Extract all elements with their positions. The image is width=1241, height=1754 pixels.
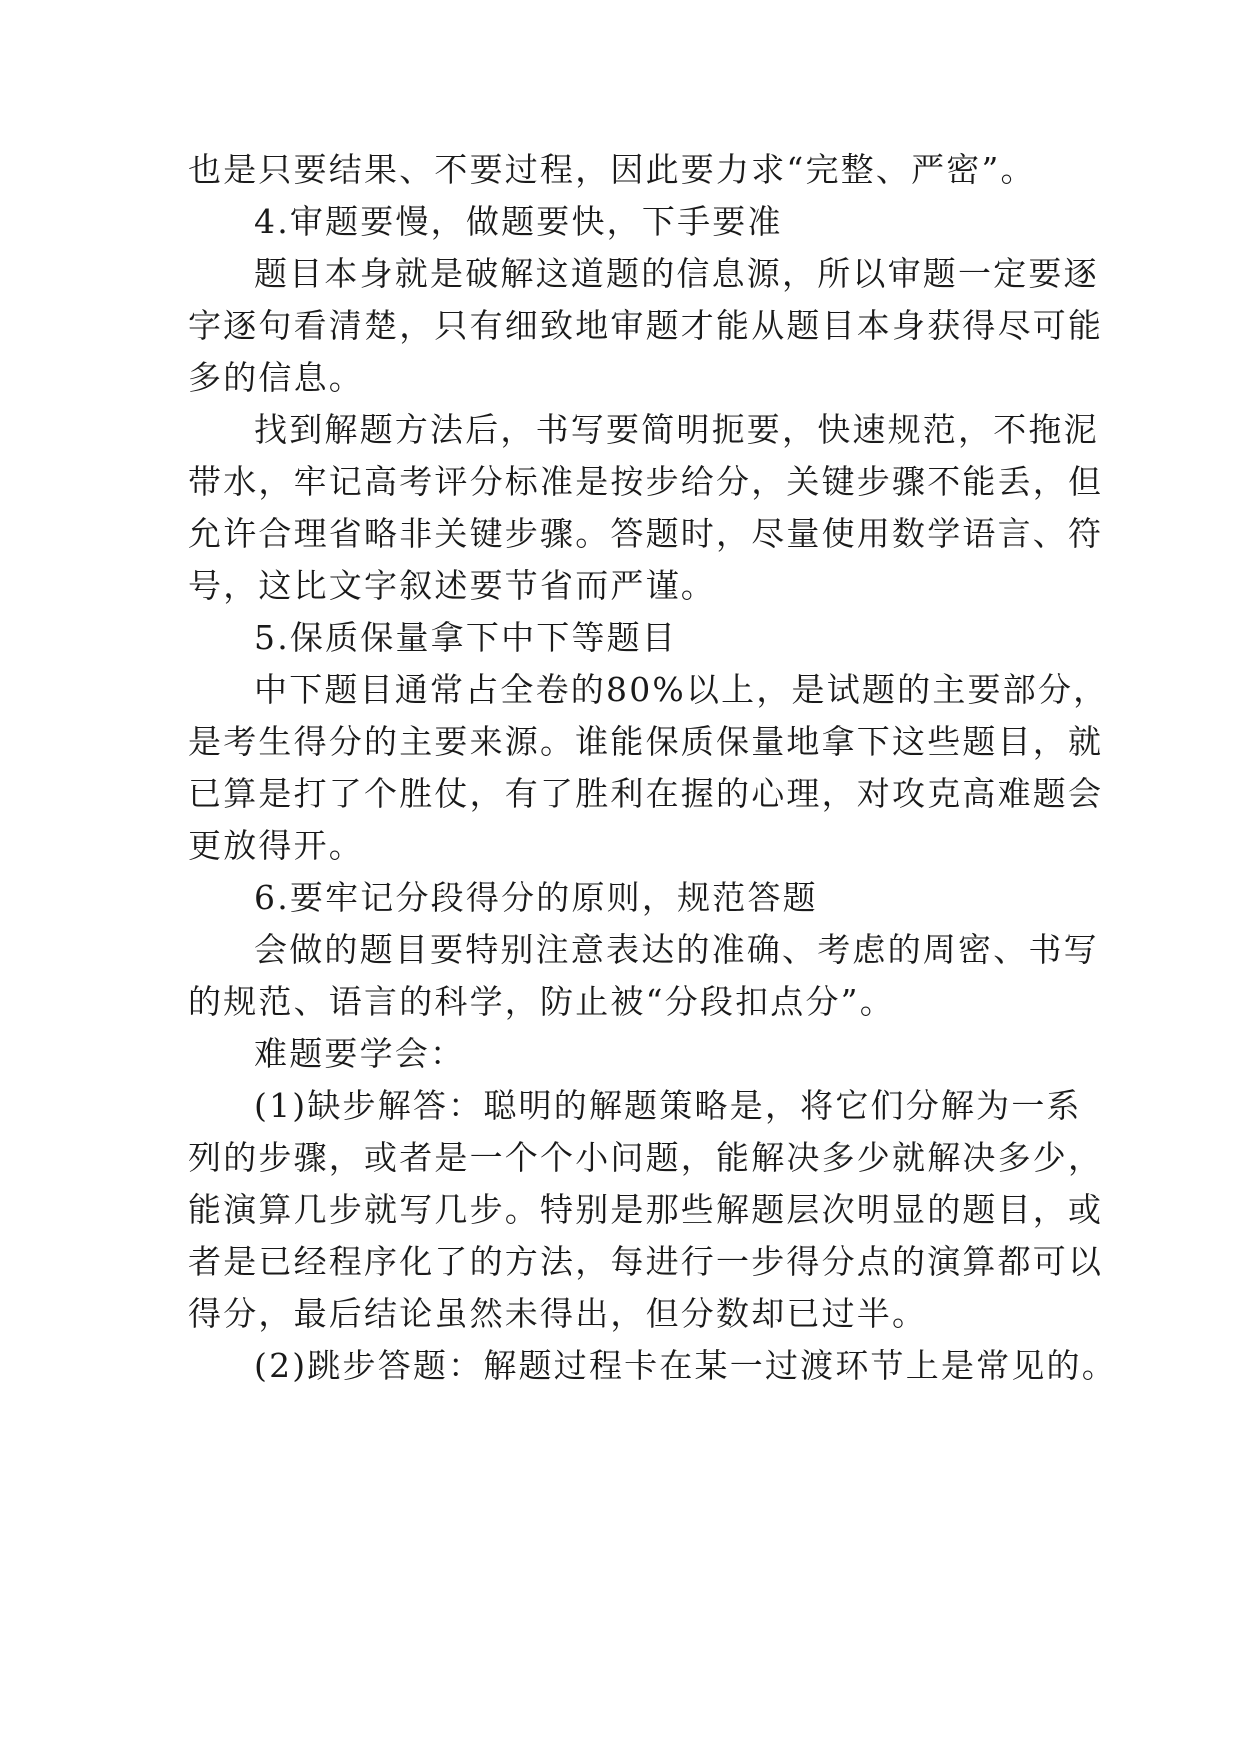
text-line: 会做的题目要特别注意表达的准确、考虑的周密、书写 <box>254 930 1099 969</box>
text-line: 也是只要结果、不要过程，因此要力求“完整、严密”。 <box>188 150 1036 189</box>
text-line: 者是已经程序化了的方法，每进行一步得分点的演算都可以 <box>188 1242 1104 1281</box>
text-line: 找到解题方法后，书写要简明扼要，快速规范，不拖泥 <box>254 410 1099 449</box>
text-line: 已算是打了个胜仗，有了胜利在握的心理，对攻克高难题会 <box>188 774 1104 813</box>
section-heading-6: 6.要牢记分段得分的原则，规范答题 <box>254 878 818 917</box>
text-line: 多的信息。 <box>188 358 364 397</box>
text-line: 更放得开。 <box>188 826 364 865</box>
text-line: (2)跳步答题：解题过程卡在某一过渡环节上是常见的。 <box>254 1346 1117 1385</box>
section-heading-5: 5.保质保量拿下中下等题目 <box>254 618 678 657</box>
text-line: 能演算几步就写几步。特别是那些解题层次明显的题目，或 <box>188 1190 1104 1229</box>
text-line: (1)缺步解答：聪明的解题策略是，将它们分解为一系 <box>254 1086 1082 1125</box>
text-line: 列的步骤，或者是一个个小问题，能解决多少就解决多少， <box>188 1138 1104 1177</box>
text-line: 得分，最后结论虽然未得出，但分数却已过半。 <box>188 1294 928 1333</box>
text-line: 题目本身就是破解这道题的信息源，所以审题一定要逐 <box>254 254 1099 293</box>
text-line: 允许合理省略非关键步骤。答题时，尽量使用数学语言、符 <box>188 514 1104 553</box>
text-line: 带水，牢记高考评分标准是按步给分，关键步骤不能丢，但 <box>188 462 1104 501</box>
text-line: 号，这比文字叙述要节省而严谨。 <box>188 566 716 605</box>
section-heading-4: 4.审题要慢，做题要快，下手要准 <box>254 202 783 241</box>
text-line: 字逐句看清楚，只有细致地审题才能从题目本身获得尽可能 <box>188 306 1104 345</box>
text-line: 中下题目通常占全卷的80%以上，是试题的主要部分， <box>254 670 1109 709</box>
text-line: 的规范、语言的科学，防止被“分段扣点分”。 <box>188 982 895 1021</box>
text-line: 是考生得分的主要来源。谁能保质保量地拿下这些题目，就 <box>188 722 1104 761</box>
text-line: 难题要学会： <box>254 1034 466 1073</box>
